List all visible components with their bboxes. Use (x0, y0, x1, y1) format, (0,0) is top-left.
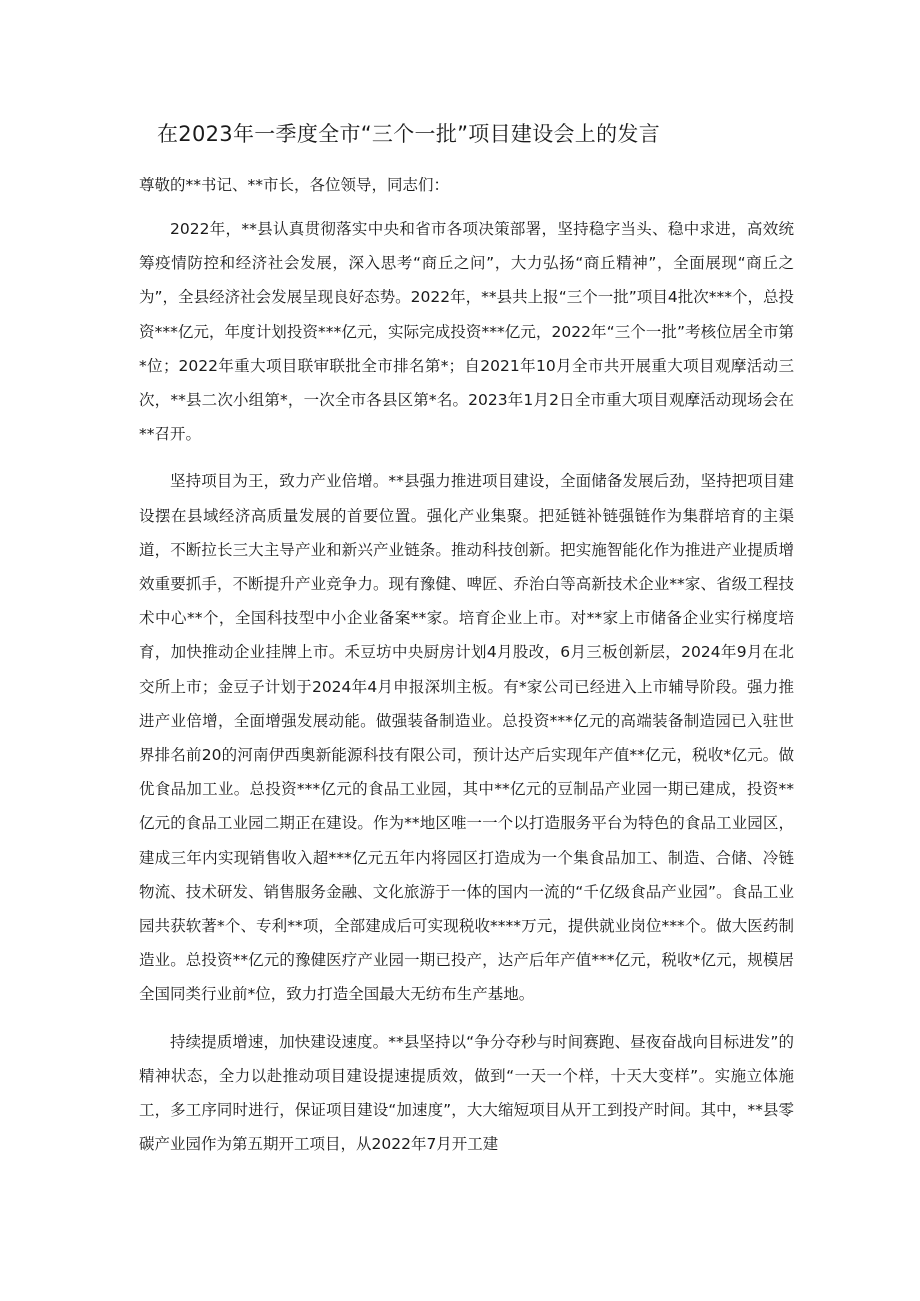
paragraph-industry: 坚持项目为王，致力产业倍增。**县强力推进项目建设，全面储备发展后劲，坚持把项目建设摆在县域经济高质量发展的首要位置。强化产业集聚。把延链补链强链作为集群培育的主渠道，不断拉长三大主导产业和新兴产业链条。推动科技创新。把实施智能化作为推进产业提质增效重要抓手，不断提升产业竞争力。现有豫健、啤匠、乔治白等高新技术企业**家、省级工程技术中心**个，全国科技型中小企业备案**家。培育企业上市。对**家上市储备企业实行梯度培育，加快推动企业挂牌上市。禾豆坊中央厨房计划4月股改，6月三板创新层，2024年9月在北交所上市；金豆子计划于2024年4月申报深圳主板。有*家公司已经进入上市辅导阶段。强力推进产业倍增，全面增强发展动能。做强装备制造业。总投资***亿元的高端装备制造园已入驻世界排名前20的河南伊西奥新能源科技有限公司，预计达产后实现年产值**亿元，税收*亿元。做优食品加工业。总投资***亿元的食品工业园，其中**亿元的豆制品产业园一期已建成，投资**亿元的食品工业园二期正在建设。作为**地区唯一一个以打造服务平台为特色的食品工业园区，建成三年内实现销售收入超***亿元五年内将园区打造成为一个集食品加工、制造、合储、冷链物流、技术研发、销售服务金融、文化旅游于一体的国内一流的“千亿级食品产业园”。食品工业园共获软著*个、专利**项，全部建成后可实现税收****万元，提供就业岗位***个。做大医药制造业。总投资**亿元的豫健医疗产业园一期已投产，达产后年产值***亿元，税收*亿元，规模居全国同类行业前*位，致力打造全国最大无纺布生产基地。 (139, 472, 794, 1004)
document-title: 在2023年一季度全市“三个一批”项目建设会上的发言 (157, 122, 660, 146)
document-body (139, 212, 794, 1174)
paragraph-speed: 持续提质增速，加快建设速度。**县坚持以“争分夺秒与时间赛跑、昼夜奋战向目标进发”的精神状态，全力以赴推动项目建设提速提质效，做到“一天一个样，十天大变样”。实施立体施工，多工序同时进行，保证项目建设“加速度”，大大缩短项目从开工到投产时间。其中，**县零碳产业园作为第五期开工项目，从2022年7月开工建 (139, 1032, 794, 1154)
salutation: 尊敬的**书记、**市长，各位领导，同志们： (139, 176, 450, 194)
paragraph-overview: 2022年，**县认真贯彻落实中央和省市各项决策部署，坚持稳字当头、稳中求进，高效统筹疫情防控和经济社会发展，深入思考“商丘之问”，大力弘扬“商丘精神”，全面展现“商丘之为”，全县经济社会发展呈现良好态势。2022年，**县共上报“三个一批”项目4批次***个，总投资***亿元，年度计划投资***亿元，实际完成投资***亿元，2022年“三个一批”考核位居全市第*位；2022年重大项目联审联批全市排名第*；自2021年10月全市共开展重大项目观摩活动三次，**县二次小组第*，一次全市各县区第*名。2023年1月2日全市重大项目观摩活动现场会在**召开。 (139, 220, 794, 444)
